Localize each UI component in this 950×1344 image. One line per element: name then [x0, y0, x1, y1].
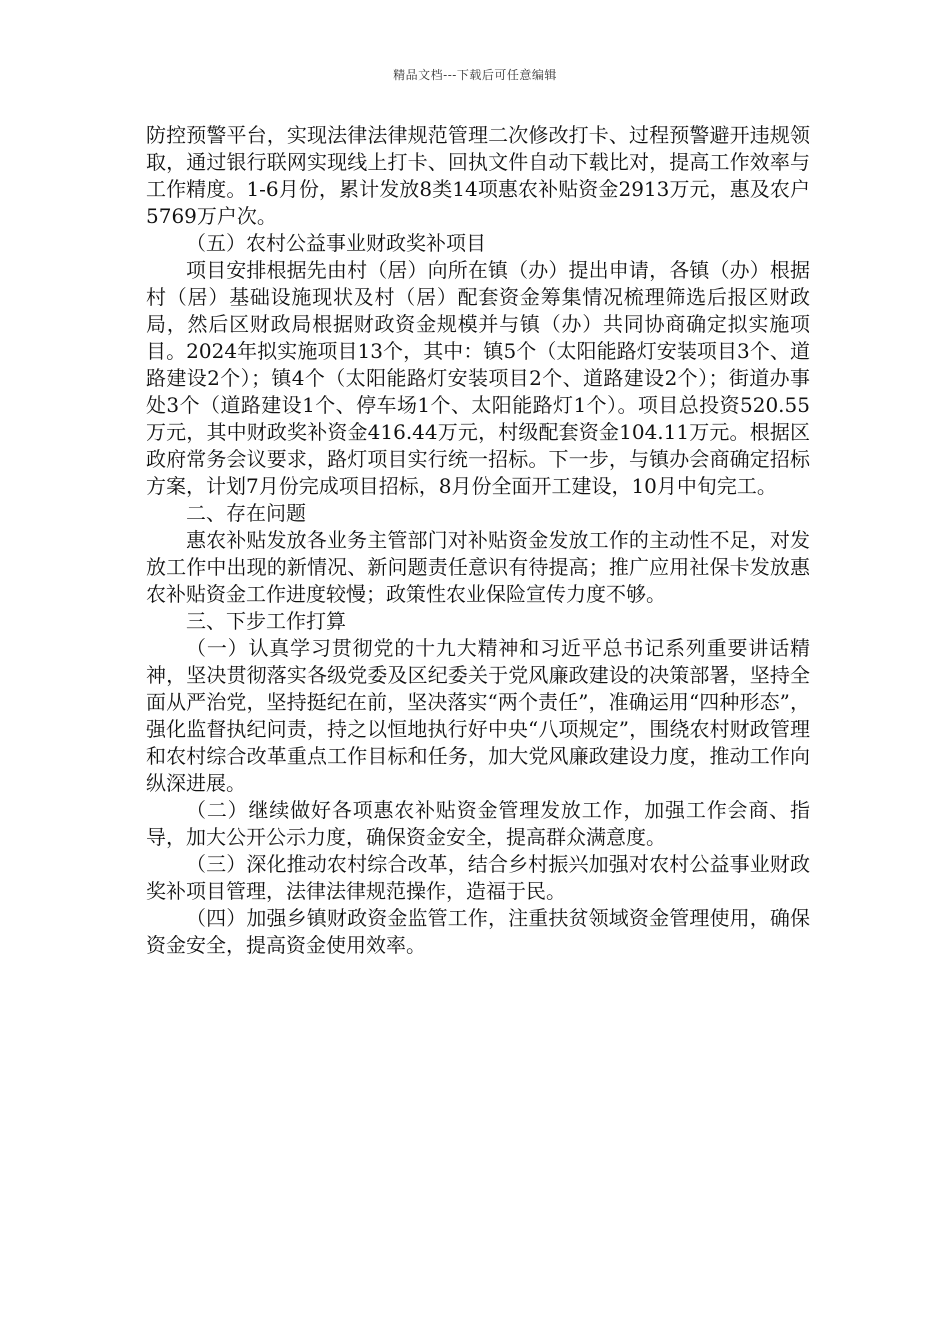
- paragraph-next-step-2: （二）继续做好各项惠农补贴资金管理发放工作，加强工作会商、指导，加大公开公示力度，确保资金安全，提高群众满意度。: [146, 798, 810, 849]
- paragraph-project-arrangement: 项目安排根据先由村（居）向所在镇（办）提出申请，各镇（办）根据村（居）基础设施现状及村（居）配套资金筹集情况梳理筛选后报区财政局，然后区财政局根据财政资金规模并与镇（办）共同协商确定拟实施项目。2024年拟实施项目13个，其中：镇5个（太阳能路灯安装项目3个、道路建设2个）；镇4个（太阳能路灯安装项目2个、道路建设2个）；街道办事处3个（道路建设1个、停车场1个、太阳能路灯1个）。项目总投资520.55万元，其中财政奖补资金416.44万元，村级配套资金104.11万元。根据区政府常务会议要求，路灯项目实行统一招标。下一步，与镇办会商确定招标方案，计划7月份完成项目招标，8月份全面开工建设，10月中旬完工。: [146, 258, 810, 498]
- section-heading-rural-public-projects: （五）农村公益事业财政奖补项目: [186, 231, 486, 255]
- document-body: [146, 122, 810, 959]
- section-heading-existing-problems: 二、存在问题: [186, 501, 306, 525]
- paragraph-continuation: 防控预警平台，实现法律法律规范管理二次修改打卡、过程预警避开违规领取，通过银行联网实现线上打卡、回执文件自动下载比对，提高工作效率与工作精度。1-6月份，累计发放8类14项惠农补贴资金2913万元，惠及农户5769万户次。: [146, 123, 810, 228]
- paragraph-next-step-3: （三）深化推动农村综合改革，结合乡村振兴加强对农村公益事业财政奖补项目管理，法律法律规范操作，造福于民。: [146, 852, 810, 903]
- paragraph-problems: 惠农补贴发放各业务主管部门对补贴资金发放工作的主动性不足，对发放工作中出现的新情况、新问题责任意识有待提高；推广应用社保卡发放惠农补贴资金工作进度较慢；政策性农业保险宣传力度不够。: [146, 528, 810, 606]
- paragraph-next-step-4: （四）加强乡镇财政资金监管工作，注重扶贫领域资金管理使用，确保资金安全，提高资金使用效率。: [146, 906, 810, 957]
- section-heading-next-steps: 三、下步工作打算: [186, 609, 346, 633]
- page-header: 精品文档---下载后可任意编辑: [393, 68, 557, 82]
- paragraph-next-step-1: （一）认真学习贯彻党的十九大精神和习近平总书记系列重要讲话精神，坚决贯彻落实各级党委及区纪委关于党风廉政建设的决策部署，坚持全面从严治党，坚持挺纪在前，坚决落实“两个责任”，准确运用“四种形态”，强化监督执纪问责，持之以恒地执行好中央“八项规定”，围绕农村财政管理和农村综合改革重点工作目标和任务，加大党风廉政建设力度，推动工作向纵深进展。: [146, 636, 810, 795]
